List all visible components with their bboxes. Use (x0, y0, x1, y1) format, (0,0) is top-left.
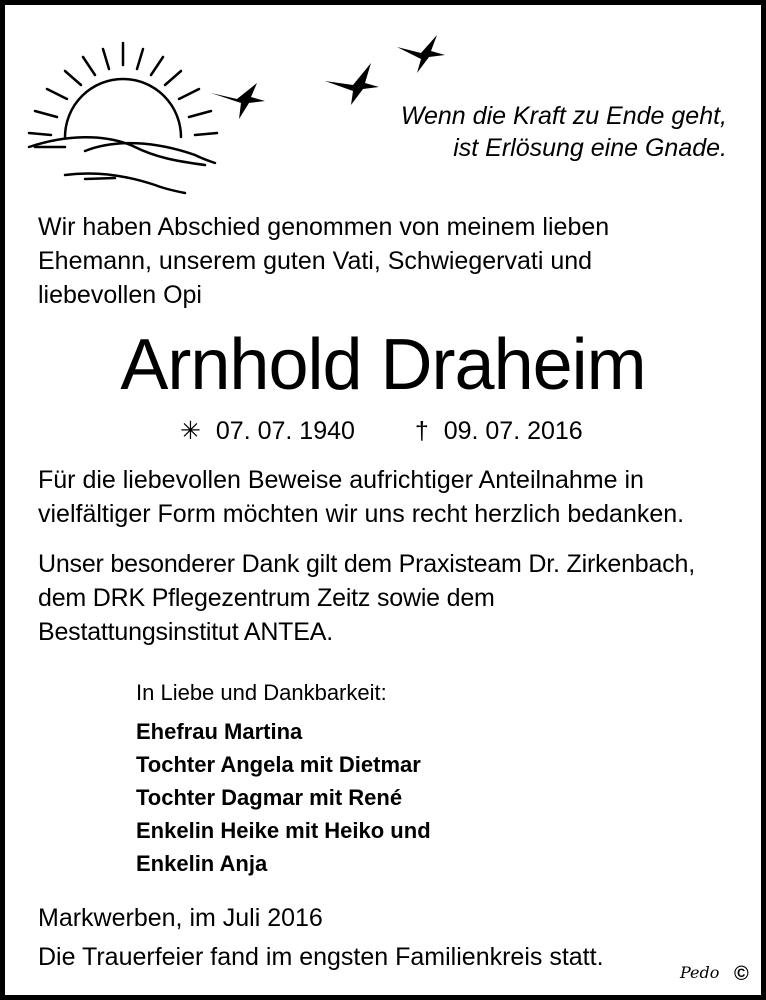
designer-signature: Pedo (680, 963, 720, 982)
motto-quote (401, 100, 727, 164)
sun-icon (29, 43, 217, 137)
family-member: Tochter Dagmar mit René (136, 785, 403, 810)
sunset-cranes-illustration (25, 35, 465, 205)
hills-icon (29, 137, 215, 193)
intro-line: Ehemann, unserem guten Vati, Schwiegervati und (38, 247, 593, 275)
special-thanks-paragraph (38, 547, 738, 649)
death-date: 09. 07. 2016 (443, 417, 583, 445)
intro-line: Wir haben Abschied genommen von meinem lieben (38, 213, 610, 241)
intro-text (38, 210, 728, 312)
special-thanks-line: dem DRK Pflegezentrum Zeitz sowie dem (38, 584, 495, 612)
family-list (136, 715, 431, 880)
family-member: Enkelin Anja (136, 851, 268, 876)
family-member: Tochter Angela mit Dietmar (136, 752, 421, 777)
life-dates (180, 413, 583, 449)
birth-date: 07. 07. 1940 (215, 417, 355, 445)
special-thanks-line: Bestattungsinstitut ANTEA. (38, 618, 333, 646)
quote-line: Wenn die Kraft zu Ende geht, (400, 102, 727, 130)
family-member: Enkelin Heike mit Heiko und (136, 818, 431, 843)
place-date: Markwerben, im Juli 2016 (38, 904, 323, 932)
intro-line: liebevollen Opi (38, 281, 202, 309)
copyright-icon: © (734, 963, 749, 985)
family-member: Ehefrau Martina (136, 719, 303, 744)
thanks-line: Für die liebevollen Beweise aufrichtiger Anteilnahme in (38, 466, 644, 494)
funeral-note: Die Trauerfeier fand im engsten Familienkreis statt. (38, 943, 604, 971)
quote-line: ist Erlösung eine Gnade. (453, 134, 727, 162)
birth-star-icon: ✳ (180, 417, 201, 445)
thanks-line: vielfältiger Form möchten wir uns recht herzlich bedanken. (38, 500, 685, 528)
closing-line: In Liebe und Dankbarkeit: (136, 680, 387, 705)
special-thanks-line: Unser besonderer Dank gilt dem Praxisteam Dr. Zirkenbach, (38, 550, 695, 578)
death-cross-icon: † (414, 417, 429, 445)
deceased-name: Arnhold Draheim (120, 325, 646, 405)
thanks-paragraph (38, 463, 738, 531)
